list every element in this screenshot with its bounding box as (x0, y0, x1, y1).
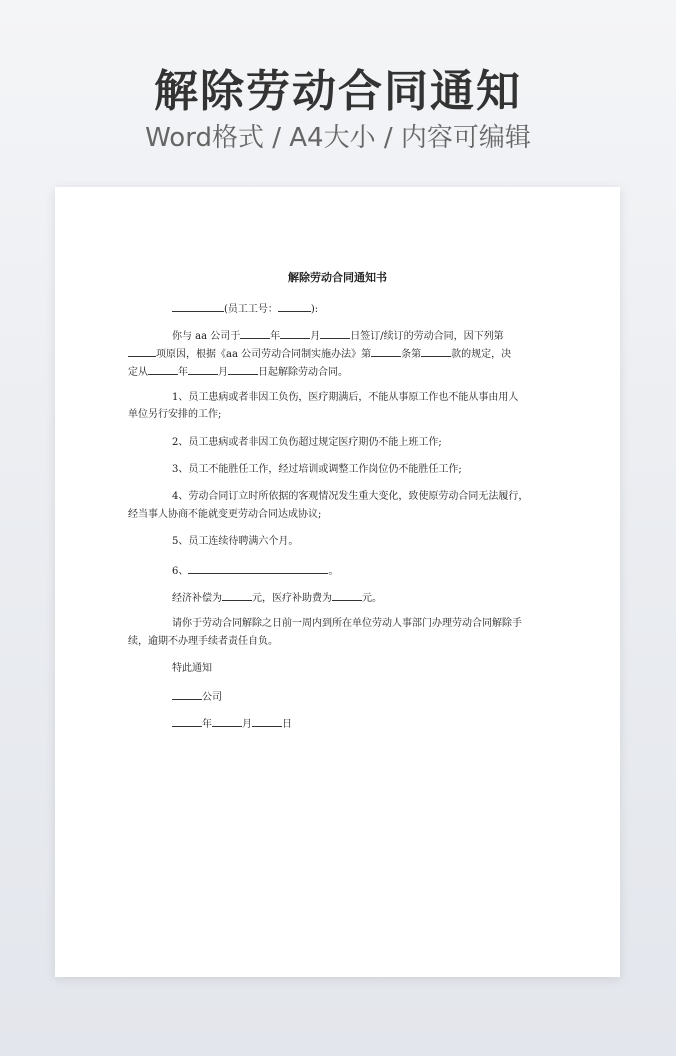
clause-blank[interactable] (421, 346, 451, 357)
document-title: 解除劳动合同通知书 (288, 271, 387, 284)
intro-line-1: 你与 aa 公司于 年 月 日签订/续订的劳动合同，因下列第 (172, 328, 504, 343)
medical-subsidy-blank[interactable] (332, 590, 362, 601)
reason-item-blank[interactable] (128, 346, 156, 357)
item-2: 2、员工患病或者非因工负伤超过规定医疗期仍不能上班工作; (172, 437, 442, 448)
sign-year-blank[interactable] (240, 328, 270, 339)
sign-month-blank[interactable] (280, 328, 310, 339)
intro-line-3: 定从 年 月 日起解除劳动合同。 (128, 364, 348, 379)
procedure-line-1: 请你于劳动合同解除之日前一周内到所在单位劳动人事部门办理劳动合同解除手 (172, 618, 522, 629)
date-year-blank[interactable] (172, 716, 202, 727)
sign-day-blank[interactable] (320, 328, 350, 339)
banner-title: 解除劳动合同通知 (154, 66, 522, 117)
economic-compensation-blank[interactable] (222, 590, 252, 601)
end-day-blank[interactable] (228, 364, 258, 375)
end-year-blank[interactable] (148, 364, 178, 375)
banner-subtitle: Word格式 / A4大小 / 内容可编辑 (145, 123, 531, 153)
employee-name-blank[interactable] (172, 301, 224, 312)
item-3: 3、员工不能胜任工作，经过培训或调整工作岗位仍不能胜任工作; (172, 464, 462, 475)
procedure-line-2: 续，逾期不办理手续者责任自负。 (128, 636, 278, 647)
item-4-line-2: 经当事人协商不能就变更劳动合同达成协议; (128, 509, 322, 520)
item-1-line-2: 单位另行安排的工作; (128, 409, 222, 420)
signature-date: 年 月 日 (172, 716, 292, 731)
company-name-blank[interactable] (172, 689, 202, 700)
item-1-line-1: 1、员工患病或者非因工负伤，医疗期满后，不能从事原工作也不能从事由用人 (172, 392, 519, 403)
article-blank[interactable] (371, 346, 401, 357)
item-4-line-1: 4、劳动合同订立时所依据的客观情况发生重大变化，致使原劳动合同无法履行， (172, 491, 529, 502)
item-5: 5、员工连续待聘满六个月。 (172, 536, 299, 547)
company-signature: 公司 (172, 689, 222, 704)
compensation-line: 经济补偿为 元，医疗补助费为 元。 (172, 590, 382, 605)
item-6: 6、 。 (172, 563, 338, 578)
date-day-blank[interactable] (252, 716, 282, 727)
end-month-blank[interactable] (188, 364, 218, 375)
closing-text: 特此通知 (172, 663, 212, 674)
employee-id-blank[interactable] (278, 301, 311, 312)
date-month-blank[interactable] (212, 716, 242, 727)
document-page (55, 187, 620, 977)
item-6-blank[interactable] (188, 563, 328, 574)
salutation-line: (员工工号： ): (172, 301, 318, 316)
intro-line-2: 项原因，根据《aa 公司劳动合同制实施办法》第 条第 款的规定，决 (128, 346, 511, 361)
